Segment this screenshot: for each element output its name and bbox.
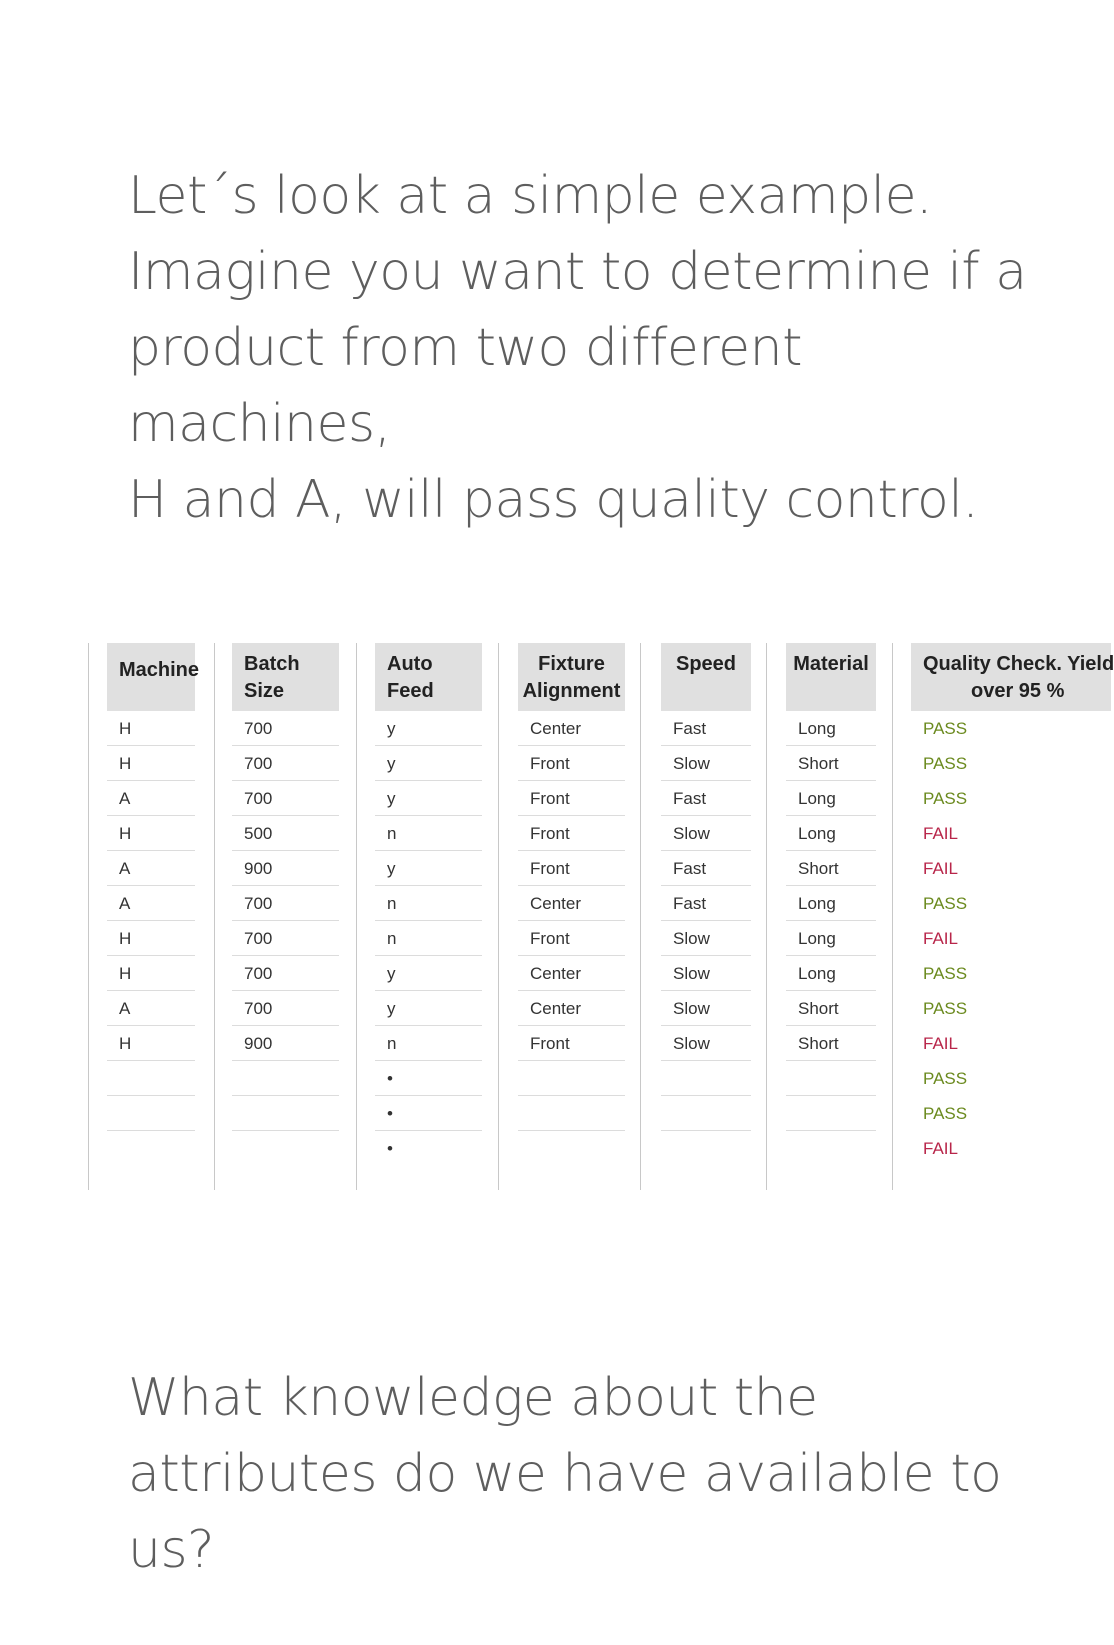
table-cell-quality: PASS xyxy=(923,789,968,808)
cells-fixture-alignment xyxy=(518,711,625,1166)
table-cell-quality: PASS xyxy=(923,1104,968,1123)
table-cell-material: Short xyxy=(786,746,876,781)
table-cell-auto-feed: n xyxy=(375,886,482,921)
table-cell-quality: FAIL xyxy=(923,929,958,948)
table-cell-machine: A xyxy=(107,781,195,816)
header-quality-line2: over 95 % xyxy=(971,680,1065,702)
header-quality-line1: Quality Check. Yield xyxy=(923,653,1114,675)
table-cell-batch-size xyxy=(232,1131,339,1166)
table-cell-fixture: Front xyxy=(518,781,625,816)
table-cell-auto-feed: y xyxy=(375,711,482,746)
table-cell-fixture: Center xyxy=(518,991,625,1026)
table-cell-batch-size: 700 xyxy=(232,781,339,816)
table-cell-fixture: Front xyxy=(518,851,625,886)
cells-speed xyxy=(661,711,751,1166)
table-cell-quality: PASS xyxy=(923,754,968,773)
quality-data-table xyxy=(88,643,1114,1190)
intro-paragraph: Let´s look at a simple example. Imagine you want to determine if a product from two different machines, H and A, will pass quality control. xyxy=(128,166,1027,530)
table-cell-fixture: Front xyxy=(518,746,625,781)
table-cell-machine: H xyxy=(107,921,195,956)
table-cell-quality: FAIL xyxy=(923,1034,958,1053)
table-cell-speed: Slow xyxy=(661,921,751,956)
table-cell-quality: FAIL xyxy=(923,1139,958,1158)
column-divider xyxy=(640,643,641,1190)
table-cell-batch-size: 700 xyxy=(232,921,339,956)
table-cell-machine: A xyxy=(107,851,195,886)
table-cell-auto-feed: y xyxy=(375,781,482,816)
column-fixture-alignment xyxy=(518,643,625,1166)
table-cell-speed: Fast xyxy=(661,851,751,886)
column-material xyxy=(786,643,876,1166)
header-auto-feed: Auto Feed xyxy=(375,643,482,711)
table-cell-batch-size: 700 xyxy=(232,956,339,991)
table-cell-machine: H xyxy=(107,816,195,851)
table-cell-quality: PASS xyxy=(923,999,968,1018)
table-cell-batch-size: 700 xyxy=(232,746,339,781)
table-cell-speed: Slow xyxy=(661,1026,751,1061)
table-cell-machine: H xyxy=(107,1026,195,1061)
table-cell-material: Long xyxy=(786,886,876,921)
table-cell-speed xyxy=(661,1096,751,1131)
column-divider xyxy=(892,643,893,1190)
header-fixture-line1: Fixture xyxy=(538,653,605,675)
table-cell-material: Short xyxy=(786,1026,876,1061)
column-divider xyxy=(214,643,215,1190)
table-cell-fixture xyxy=(518,1096,625,1131)
header-material: Material xyxy=(786,643,876,711)
table-cell-fixture xyxy=(518,1131,625,1166)
table-cell-fixture: Front xyxy=(518,816,625,851)
table-cell-auto-feed: • xyxy=(387,1139,393,1158)
table-cell-machine: H xyxy=(107,746,195,781)
table-cell-machine: H xyxy=(107,711,195,746)
table-cell-quality: FAIL xyxy=(923,824,958,843)
table-cell-material: Long xyxy=(786,921,876,956)
cells-batch-size xyxy=(232,711,339,1166)
table-cell-speed: Slow xyxy=(661,816,751,851)
table-cell-auto-feed: n xyxy=(375,816,482,851)
table-cell-material xyxy=(786,1131,876,1166)
header-machine: Machine xyxy=(107,643,195,711)
table-cell-speed: Fast xyxy=(661,886,751,921)
table-cell-batch-size xyxy=(232,1096,339,1131)
table-cell-speed: Fast xyxy=(661,781,751,816)
table-cell-fixture: Center xyxy=(518,711,625,746)
table-cell-auto-feed: y xyxy=(375,746,482,781)
table-cell-machine xyxy=(107,1096,195,1131)
table-cell-speed: Fast xyxy=(661,711,751,746)
column-quality-check xyxy=(911,643,1114,1166)
column-machine xyxy=(107,643,200,1166)
table-cell-auto-feed: • xyxy=(375,1061,482,1096)
table-cell-auto-feed: • xyxy=(375,1096,482,1131)
table-cell-material: Long xyxy=(786,711,876,746)
table-cell-material: Long xyxy=(786,816,876,851)
column-divider xyxy=(88,643,89,1190)
table-cell-speed xyxy=(661,1061,751,1096)
table-cell-material: Long xyxy=(786,956,876,991)
header-batch-size: Batch Size xyxy=(232,643,339,711)
table-cell-material xyxy=(786,1096,876,1131)
table-cell-machine: H xyxy=(107,956,195,991)
cells-quality-check xyxy=(911,711,1111,1166)
table-cell-machine: A xyxy=(107,991,195,1026)
table-cell-quality: FAIL xyxy=(923,859,958,878)
header-speed: Speed xyxy=(661,643,751,711)
question-paragraph: What knowledge about the attributes do we have available to us? xyxy=(128,1368,1002,1580)
column-batch-size xyxy=(232,643,339,1166)
table-cell-speed xyxy=(661,1131,751,1166)
table-cell-speed: Slow xyxy=(661,991,751,1026)
column-divider xyxy=(766,643,767,1190)
table-cell-batch-size: 700 xyxy=(232,711,339,746)
column-divider xyxy=(498,643,499,1190)
table-cell-auto-feed: n xyxy=(375,921,482,956)
table-cell-fixture xyxy=(518,1061,625,1096)
table-cell-material: Long xyxy=(786,781,876,816)
column-divider xyxy=(356,643,357,1190)
table-cell-auto-feed: y xyxy=(375,851,482,886)
table-cell-material: Short xyxy=(786,991,876,1026)
table-cell-quality: PASS xyxy=(923,1069,968,1088)
cells-auto-feed xyxy=(375,711,482,1166)
table-cell-material xyxy=(786,1061,876,1096)
table-cell-speed: Slow xyxy=(661,746,751,781)
header-fixture-alignment xyxy=(518,643,625,711)
column-speed xyxy=(661,643,751,1166)
table-cell-auto-feed: n xyxy=(375,1026,482,1061)
table-cell-quality: PASS xyxy=(923,964,968,983)
table-cell-machine: A xyxy=(107,886,195,921)
cells-material xyxy=(786,711,876,1166)
table-cell-batch-size xyxy=(232,1061,339,1096)
table-cell-fixture: Center xyxy=(518,886,625,921)
header-quality-check xyxy=(911,643,1114,711)
table-cell-auto-feed: y xyxy=(375,991,482,1026)
table-cell-machine xyxy=(107,1061,195,1096)
cells-machine xyxy=(107,711,195,1166)
table-cell-quality: PASS xyxy=(923,894,968,913)
column-auto-feed xyxy=(375,643,482,1166)
table-cell-batch-size: 700 xyxy=(232,991,339,1026)
table-cell-material: Short xyxy=(786,851,876,886)
table-cell-batch-size: 900 xyxy=(232,851,339,886)
table-cell-speed: Slow xyxy=(661,956,751,991)
table-cell-batch-size: 700 xyxy=(232,886,339,921)
table-cell-machine xyxy=(107,1131,195,1166)
table-cell-fixture: Front xyxy=(518,921,625,956)
table-cell-auto-feed: y xyxy=(375,956,482,991)
table-cell-fixture: Center xyxy=(518,956,625,991)
header-fixture-line2: Alignment xyxy=(522,680,621,702)
table-cell-batch-size: 500 xyxy=(232,816,339,851)
table-cell-fixture: Front xyxy=(518,1026,625,1061)
table-cell-batch-size: 900 xyxy=(232,1026,339,1061)
table-cell-quality: PASS xyxy=(923,719,968,738)
